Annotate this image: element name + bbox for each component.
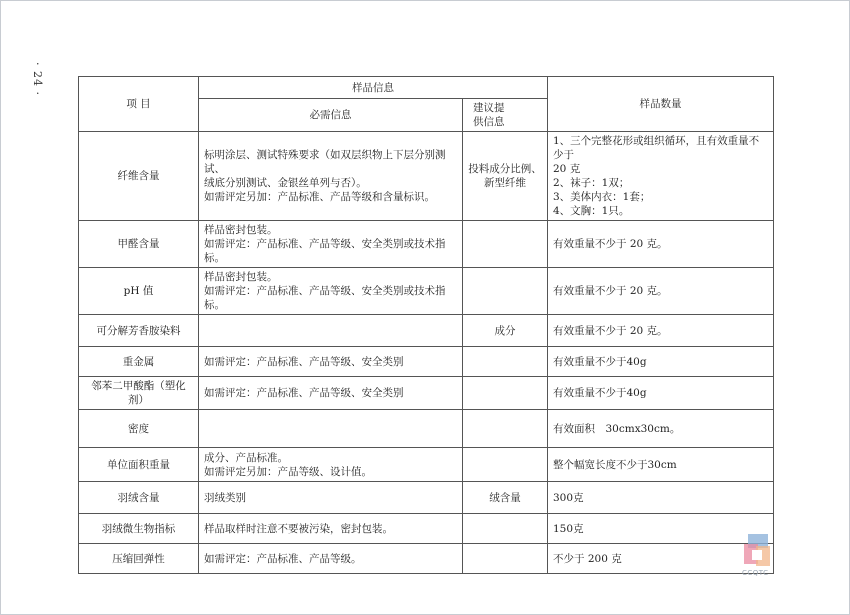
row-sample-quantity-line: 有效重量不少于 20 克。 — [553, 285, 668, 297]
row-suggested-info — [463, 544, 548, 574]
header-required-info: 必需信息 — [199, 99, 463, 132]
sample-info-table — [78, 76, 774, 574]
row-sample-quantity-line: 300克 — [553, 491, 584, 504]
page-number: · 24 · — [31, 62, 44, 96]
row-required-info — [199, 268, 463, 315]
table-row — [79, 268, 774, 315]
row-required-info-line: 羽绒类别 — [204, 491, 246, 504]
row-required-info-line: 如需评定：产品标准、产品等级、安全类别 — [204, 387, 404, 399]
row-required-info-line: 标明涂层、测试特殊要求（如双层织物上下层分别测试、 — [204, 149, 446, 175]
row-suggested-info — [463, 482, 548, 514]
row-sample-quantity — [548, 410, 774, 448]
row-required-info — [199, 221, 463, 268]
row-required-info — [199, 132, 463, 221]
row-sample-quantity-line: 150克 — [553, 522, 584, 535]
row-suggested-info — [463, 221, 548, 268]
row-required-info — [199, 514, 463, 544]
row-required-info-line: 绒底分别测试、金银丝单列与否）。 — [204, 177, 367, 189]
row-sample-quantity-line: 有效重量不少于40g — [553, 387, 647, 399]
header-item: 项 目 — [79, 77, 199, 132]
table-row — [79, 448, 774, 482]
row-suggested-info-line: 绒含量 — [489, 491, 521, 504]
row-required-info-line: 如需评定另加：产品等级、设计值。 — [204, 465, 372, 478]
row-suggested-info — [463, 410, 548, 448]
row-sample-quantity — [548, 482, 774, 514]
row-required-info — [199, 482, 463, 514]
row-sample-quantity-line: 有效重量不少于 20 克。 — [553, 238, 668, 250]
table-row — [79, 514, 774, 544]
row-sample-quantity-line: 不少于 200 克 — [553, 552, 622, 565]
table-row — [79, 410, 774, 448]
row-required-info-line: 成分、产品标准。 — [204, 451, 288, 464]
row-required-info — [199, 544, 463, 574]
row-sample-quantity-line: 4、文胸：1只。 — [553, 205, 630, 217]
row-required-info-line: 如需评定另加：产品标准、产品等级和含量标识。 — [204, 191, 435, 203]
table-row — [79, 377, 774, 410]
row-sample-quantity — [548, 221, 774, 268]
row-sample-quantity-line: 1、三个完整花形或组织循环，且有效重量不少于 — [553, 135, 760, 161]
table-row — [79, 544, 774, 574]
row-suggested-info-line: 新型纤维 — [484, 177, 526, 189]
row-item: 甲醛含量 — [79, 221, 199, 268]
row-required-info-line: 如需评定：产品标准、产品等级、安全类别或技术指标。 — [204, 285, 446, 311]
header-suggested-info: 建议提 供信息 — [463, 99, 548, 132]
row-item: 单位面积重量 — [79, 448, 199, 482]
row-suggested-info — [463, 377, 548, 410]
table-row — [79, 315, 774, 347]
row-required-info-line: 样品密封包装。 — [204, 224, 278, 236]
row-sample-quantity-line: 有效重量不少于 20 克。 — [553, 324, 668, 337]
row-item: 可分解芳香胺染料 — [79, 315, 199, 347]
row-item: 羽绒微生物指标 — [79, 514, 199, 544]
row-sample-quantity — [548, 377, 774, 410]
row-required-info — [199, 377, 463, 410]
table-row — [79, 221, 774, 268]
logo-text: CCQTC — [742, 569, 769, 577]
row-item: 密度 — [79, 410, 199, 448]
row-required-info-line: 如需评定：产品标准、产品等级、安全类别或技术指标。 — [204, 238, 446, 264]
row-item: 压缩回弹性 — [79, 544, 199, 574]
row-required-info-line: 样品取样时注意不要被污染，密封包装。 — [204, 522, 393, 535]
row-required-info — [199, 315, 463, 347]
row-required-info — [199, 347, 463, 377]
row-suggested-info — [463, 514, 548, 544]
row-item: 重金属 — [79, 347, 199, 377]
row-required-info — [199, 410, 463, 448]
row-suggested-info — [463, 132, 548, 221]
row-suggested-info — [463, 315, 548, 347]
row-required-info-line: 如需评定：产品标准、产品等级、安全类别 — [204, 355, 404, 368]
row-suggested-info-line: 投料成分比例、 — [468, 163, 542, 175]
table-row — [79, 347, 774, 377]
row-item: 羽绒含量 — [79, 482, 199, 514]
row-suggested-info-line: 成分 — [494, 324, 516, 337]
row-sample-quantity-line: 有效面积 30cmx30cm。 — [553, 422, 681, 435]
row-required-info — [199, 448, 463, 482]
table-row — [79, 482, 774, 514]
header-sample-quantity: 样品数量 — [548, 77, 774, 132]
row-sample-quantity — [548, 347, 774, 377]
row-suggested-info — [463, 448, 548, 482]
row-required-info-line: 如需评定：产品标准、产品等级。 — [204, 552, 362, 565]
header-sample-info: 样品信息 — [199, 77, 548, 99]
row-sample-quantity-line: 有效重量不少于40g — [553, 355, 647, 368]
row-item: 邻苯二甲酸酯（塑化剂） — [79, 377, 199, 410]
row-sample-quantity — [548, 132, 774, 221]
row-required-info-line: 样品密封包装。 — [204, 271, 278, 283]
row-sample-quantity — [548, 268, 774, 315]
row-sample-quantity-line: 20 克 — [553, 163, 581, 175]
row-sample-quantity-line: 整个幅宽长度不少于30cm — [553, 458, 677, 471]
row-sample-quantity-line: 3、美体内衣：1套； — [553, 191, 651, 203]
row-sample-quantity-line: 2、袜子：1双； — [553, 177, 630, 189]
row-sample-quantity — [548, 448, 774, 482]
row-item: pH 值 — [79, 268, 199, 315]
row-sample-quantity — [548, 315, 774, 347]
table-row — [79, 132, 774, 221]
row-suggested-info — [463, 347, 548, 377]
row-item: 纤维含量 — [79, 132, 199, 221]
row-suggested-info — [463, 268, 548, 315]
